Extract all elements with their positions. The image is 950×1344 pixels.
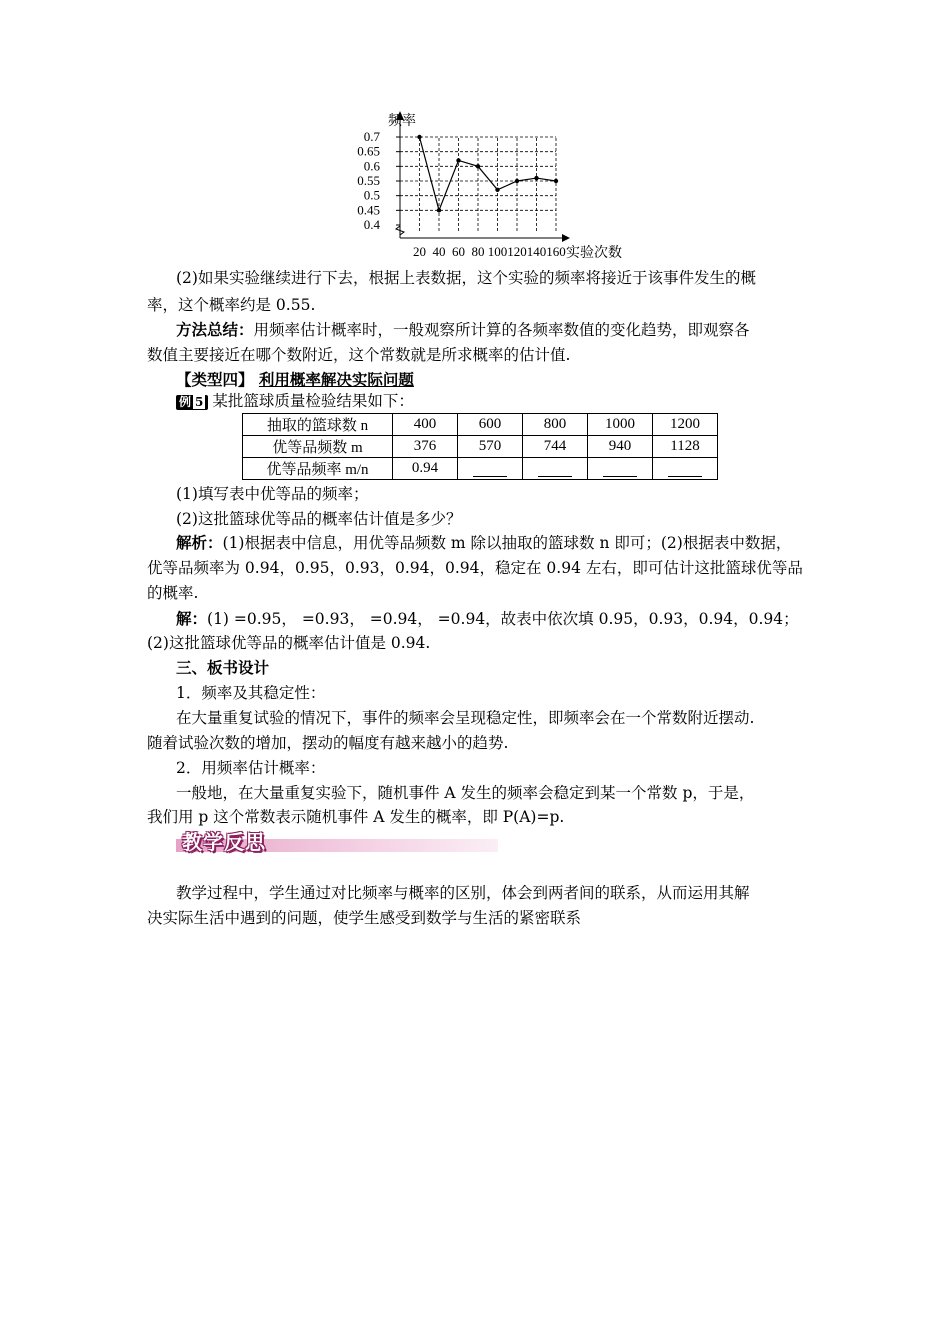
table-cell: 600 — [458, 414, 523, 436]
board-design-heading: 三、板书设计 — [176, 658, 270, 677]
x-tick-label: 60 — [452, 244, 465, 259]
board-item2-line2: 我们用 p 这个常数表示随机事件 A 发生的概率，即 P(A)=p. — [147, 808, 565, 826]
analysis-line1 — [176, 533, 791, 553]
x-axis-arrow — [562, 234, 570, 242]
table-blank-cell — [523, 458, 588, 480]
type4-bracket: 【类型四】 — [176, 370, 254, 389]
solution-line1 — [176, 609, 799, 629]
y-tick-label: 0.4 — [363, 217, 380, 232]
table-cell: 0.94 — [393, 458, 458, 480]
x-axis-label: 实验次数 — [566, 246, 622, 260]
answer-blank — [473, 462, 507, 477]
data-point — [515, 179, 519, 183]
method-text1: 用频率估计概率时，一般观察所计算的各频率数值的变化趋势，即观察各 — [253, 321, 750, 339]
table-cell: 1200 — [653, 414, 718, 436]
x-tick-label: 120 — [507, 244, 527, 259]
series-line — [420, 137, 557, 210]
y-tick-label: 0.7 — [363, 129, 380, 144]
x-tick-label: 40 — [432, 244, 446, 259]
table-row — [243, 436, 718, 458]
analysis-label: 解析： — [176, 533, 223, 552]
board-item1-title: 1．频率及其稳定性： — [176, 684, 326, 702]
example5-text: 某批篮球质量检验结果如下： — [212, 392, 414, 410]
example-badge: 例 5 — [176, 395, 208, 410]
reflection-line1: 教学过程中，学生通过对比频率与概率的区别，体会到两者间的联系，从而运用其解 — [176, 884, 750, 902]
reflection-title: 教学反思 — [182, 830, 266, 854]
table-cell: 1000 — [588, 414, 653, 436]
table-row — [243, 458, 718, 480]
data-point — [554, 179, 558, 183]
y-tick-label: 0.6 — [363, 158, 380, 174]
table-header-cell: 抽取的篮球数 n — [243, 414, 393, 436]
table-cell: 400 — [393, 414, 458, 436]
table-cell: 940 — [588, 436, 653, 458]
data-point — [476, 164, 480, 168]
table-header-cell: 优等品频数 m — [243, 436, 393, 458]
x-tick-label: 100 — [487, 244, 508, 259]
data-point — [437, 208, 441, 212]
question-1: (1)填写表中优等品的频率； — [176, 485, 369, 503]
data-point — [495, 188, 499, 192]
y-tick-label: 0.45 — [357, 202, 380, 218]
x-tick-label: 80 — [471, 244, 485, 259]
reflection-line2: 决实际生活中遇到的问题，使学生感受到数学与生活的紧密联系 — [147, 909, 582, 927]
x-tick-label: 20 — [413, 244, 426, 259]
solution-label: 解： — [176, 609, 208, 628]
table-row — [243, 414, 718, 436]
quality-table — [242, 413, 718, 480]
board-item2-line1: 一般地，在大量重复实验下，随机事件 A 发生的频率会稳定到某一个常数 p，于是， — [176, 784, 755, 802]
analysis-line3: 的概率. — [147, 584, 199, 602]
y-axis-label: 频率 — [388, 114, 416, 129]
type4-title: 利用概率解决实际问题 — [258, 370, 414, 389]
x-tick-label: 160 — [546, 244, 566, 259]
table-cell: 1128 — [653, 436, 718, 458]
frequency-line-chart — [340, 108, 660, 260]
data-point — [456, 158, 460, 162]
board-item1-line1: 在大量重复试验的情况下，事件的频率会呈现稳定性，即频率会在一个常数附近摆动. — [176, 709, 755, 727]
answer-blank — [538, 462, 572, 477]
method-summary-line1 — [176, 320, 750, 340]
x-tick-label: 140 — [526, 244, 547, 259]
table-header-cell: 优等品频率 m/n — [243, 458, 393, 480]
solution-line2: (2)这批篮球优等品的概率估计值是 0.94. — [147, 634, 431, 652]
data-point — [534, 176, 538, 180]
table-blank-cell — [653, 458, 718, 480]
y-tick-label: 0.55 — [357, 173, 380, 188]
analysis-text1: (1)根据表中信息，用优等品频数 m 除以抽取的篮球数 n 即可；(2)根据表中数据， — [222, 534, 792, 552]
table-blank-cell — [588, 458, 653, 480]
table-cell: 744 — [523, 436, 588, 458]
solution-text1: (1) =0.95， =0.93， =0.94， =0.94，故表中依次填 0.95，0.93，0.94，0.94； — [207, 610, 799, 628]
table-blank-cell — [458, 458, 523, 480]
p2-line1: (2)如果实验继续进行下去，根据上表数据，这个实验的频率将接近于该事件发生的概 — [176, 269, 756, 287]
board-item1-line2: 随着试验次数的增加，摆动的幅度有越来越小的趋势. — [147, 734, 509, 752]
answer-blank — [668, 462, 702, 477]
example5-line — [176, 391, 414, 411]
table-cell: 570 — [458, 436, 523, 458]
type4-heading — [176, 370, 414, 390]
y-tick-label: 0.5 — [363, 187, 380, 203]
method-label: 方法总结： — [176, 320, 254, 339]
p2-line2: 率，这个概率约是 0.55. — [147, 296, 316, 314]
table-cell: 376 — [393, 436, 458, 458]
y-tick-label: 0.65 — [357, 143, 380, 159]
board-item2-title: 2．用频率估计概率： — [176, 759, 326, 777]
analysis-line2: 优等品频率为 0.94，0.95，0.93，0.94，0.94，稳定在 0.94 左右，即可估计这批篮球优等品 — [147, 559, 803, 577]
method-summary-line2: 数值主要接近在哪个数附近，这个常数就是所求概率的估计值. — [147, 346, 571, 364]
answer-blank — [603, 462, 637, 477]
question-2: (2)这批篮球优等品的概率估计值是多少？ — [176, 510, 462, 528]
reflection-banner — [176, 826, 498, 854]
table-cell: 800 — [523, 414, 588, 436]
data-point — [417, 135, 421, 139]
